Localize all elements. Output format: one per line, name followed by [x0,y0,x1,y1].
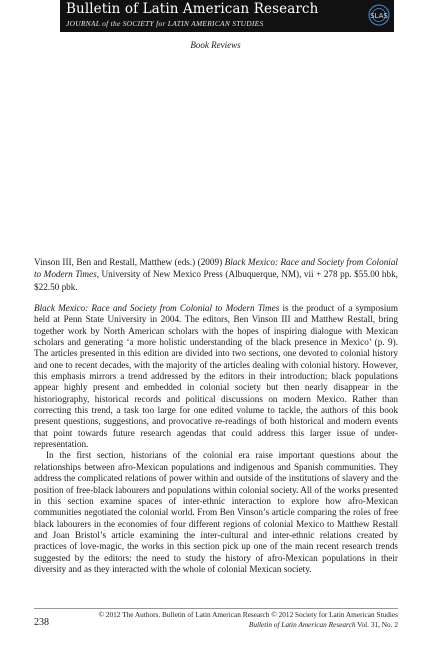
copyright-line: © 2012 The Authors. Bulletin of Latin American Research © 2012 Society for Latin American Studies [98,610,398,619]
running-head: Book Reviews [190,40,241,50]
journal-reference [249,620,398,629]
review-body [34,303,398,575]
citation-publisher: , University of New Mexico Press (Albuquerque, NM), vii + 278 pp. $55.00 hbk, $22.50 pbk. [34,269,398,292]
page-number: 238 [34,617,49,628]
paragraph-1-text: is the product of a symposium held at Penn State University in 2004. The editors, Ben Vinson III and Matthew Restall, bring together work by North American scholars with the hopes of inspiring dialogue with Mexican scholars and generating ‘a more holistic understanding of the black presence in Mexico’ (p. 9). The articles presented in this edition are divided into two sections, one devoted to colonial history and one to recent decades, with the majority of the articles dealing with colonial history. However, this emphasis mirrors a trend addressed by the editors in their introduction; black populations appear highly present and embedded in colonial society but then nearly disappear in the historiography, historical records and political discussions on modern Mexico. Rather than correcting this trend, a task too large for one edited volume to tackle, the authors of this book present questions, suggestions, and provocative re-readings of both historical and modern events that point towards future research agendas that could address this larger issue of under-representation. [34,303,398,450]
citation-book-title: Black Mexico: Race and Society from Colonial to Modern Times [34,257,398,280]
slas-logo-icon [366,3,392,29]
journal-reference-volume: Vol. 31, No. 2 [355,620,398,629]
logo-text: SLAS [370,12,388,20]
journal-subtitle: JOURNAL of the SOCIETY for LATIN AMERICAN STUDIES [66,19,264,28]
journal-banner [60,0,394,32]
footer-divider [34,608,398,609]
citation-authors: Vinson III, Ben and Restall, Matthew (eds.) (2009) [34,257,225,267]
paragraph-2: In the first section, historians of the colonial era raise important questions about the relationships between afro-Mexican populations and indigenous and Spanish communities. They address the complicated relations of power within and outside of the institutions of slavery and the position of free-black labourers and populations within colonial society. All of the works presented in this section examine spaces of inter-ethnic interaction to explore how afro-Mexican communities negotiated the colonial world. From Ben Vinson’s article comparing the roles of free black labourers in the economies of four different regions of colonial Mexico to Matthew Restall and Joan Bristol’s article examining the inter-cultural and inter-ethnic relations created by practices of love-magic, the works in this section pick up one of the main recent research trends suggested by the editors: the need to study the history of afro-Mexican populations in their diversity and as they interacted with the whole of colonial Mexican society. [34,450,398,574]
paragraph-1-book-title: Black Mexico: Race and Society from Colonial to Modern Times [34,303,280,313]
journal-title: Bulletin of Latin American Research [66,1,319,17]
book-citation [34,256,398,293]
journal-reference-title: Bulletin of Latin American Research [248,620,356,629]
paragraph-1 [34,303,398,450]
